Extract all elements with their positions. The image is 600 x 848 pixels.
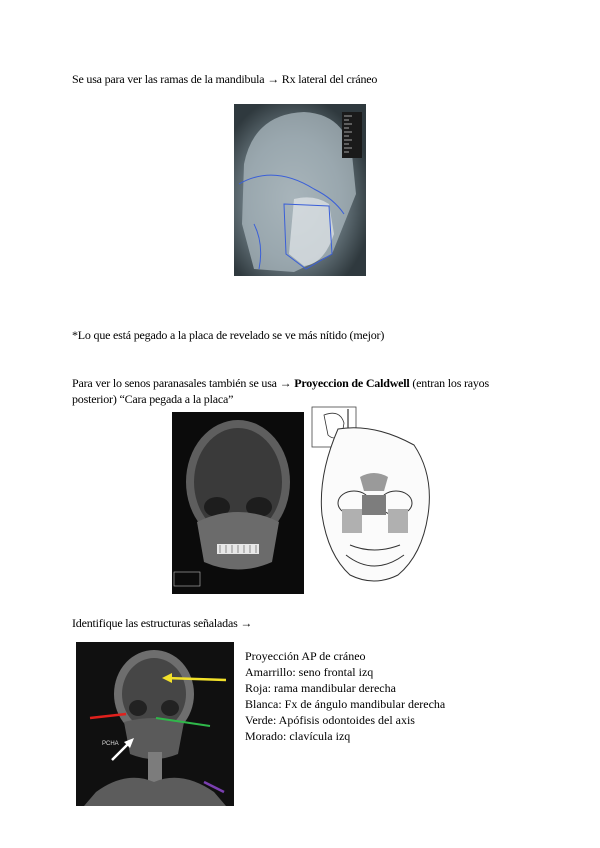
legend-green: Verde: Apófisis odontoides del axis xyxy=(245,713,415,727)
text-line-3-post: (entran los rayos xyxy=(409,376,489,390)
caldwell-bold: Proyeccion de Caldwell xyxy=(294,376,410,390)
legend-yellow: Amarrillo: seno frontal izq xyxy=(245,665,374,679)
caldwell-diagram-image xyxy=(310,405,438,595)
lateral-skull-xray-image xyxy=(234,104,366,276)
xray-label: PCHA xyxy=(102,741,119,747)
text-line-5: Identifique las estructuras señaladas → xyxy=(72,616,253,630)
legend-white: Blanca: Fx de ángulo mandibular derecha xyxy=(245,697,446,711)
legend-red: Roja: rama mandibular derecha xyxy=(245,681,396,695)
text-line-4: posterior) “Cara pegada a la placa” xyxy=(72,392,234,406)
caldwell-xray-image xyxy=(172,412,304,594)
text-line-3 xyxy=(72,376,489,391)
text-line-3-pre: Para ver lo senos paranasales también se usa → xyxy=(72,376,295,390)
structures-legend xyxy=(245,648,445,744)
ap-skull-xray-image xyxy=(76,642,234,806)
text-line-2: *Lo que está pegado a la placa de revelado se ve más nítido (mejor) xyxy=(72,328,385,342)
legend-title: Proyección AP de cráneo xyxy=(245,649,366,663)
legend-purple: Morado: clavícula izq xyxy=(245,729,351,743)
text-line-1: Se usa para ver las ramas de la mandibula → Rx lateral del cráneo xyxy=(72,72,378,86)
